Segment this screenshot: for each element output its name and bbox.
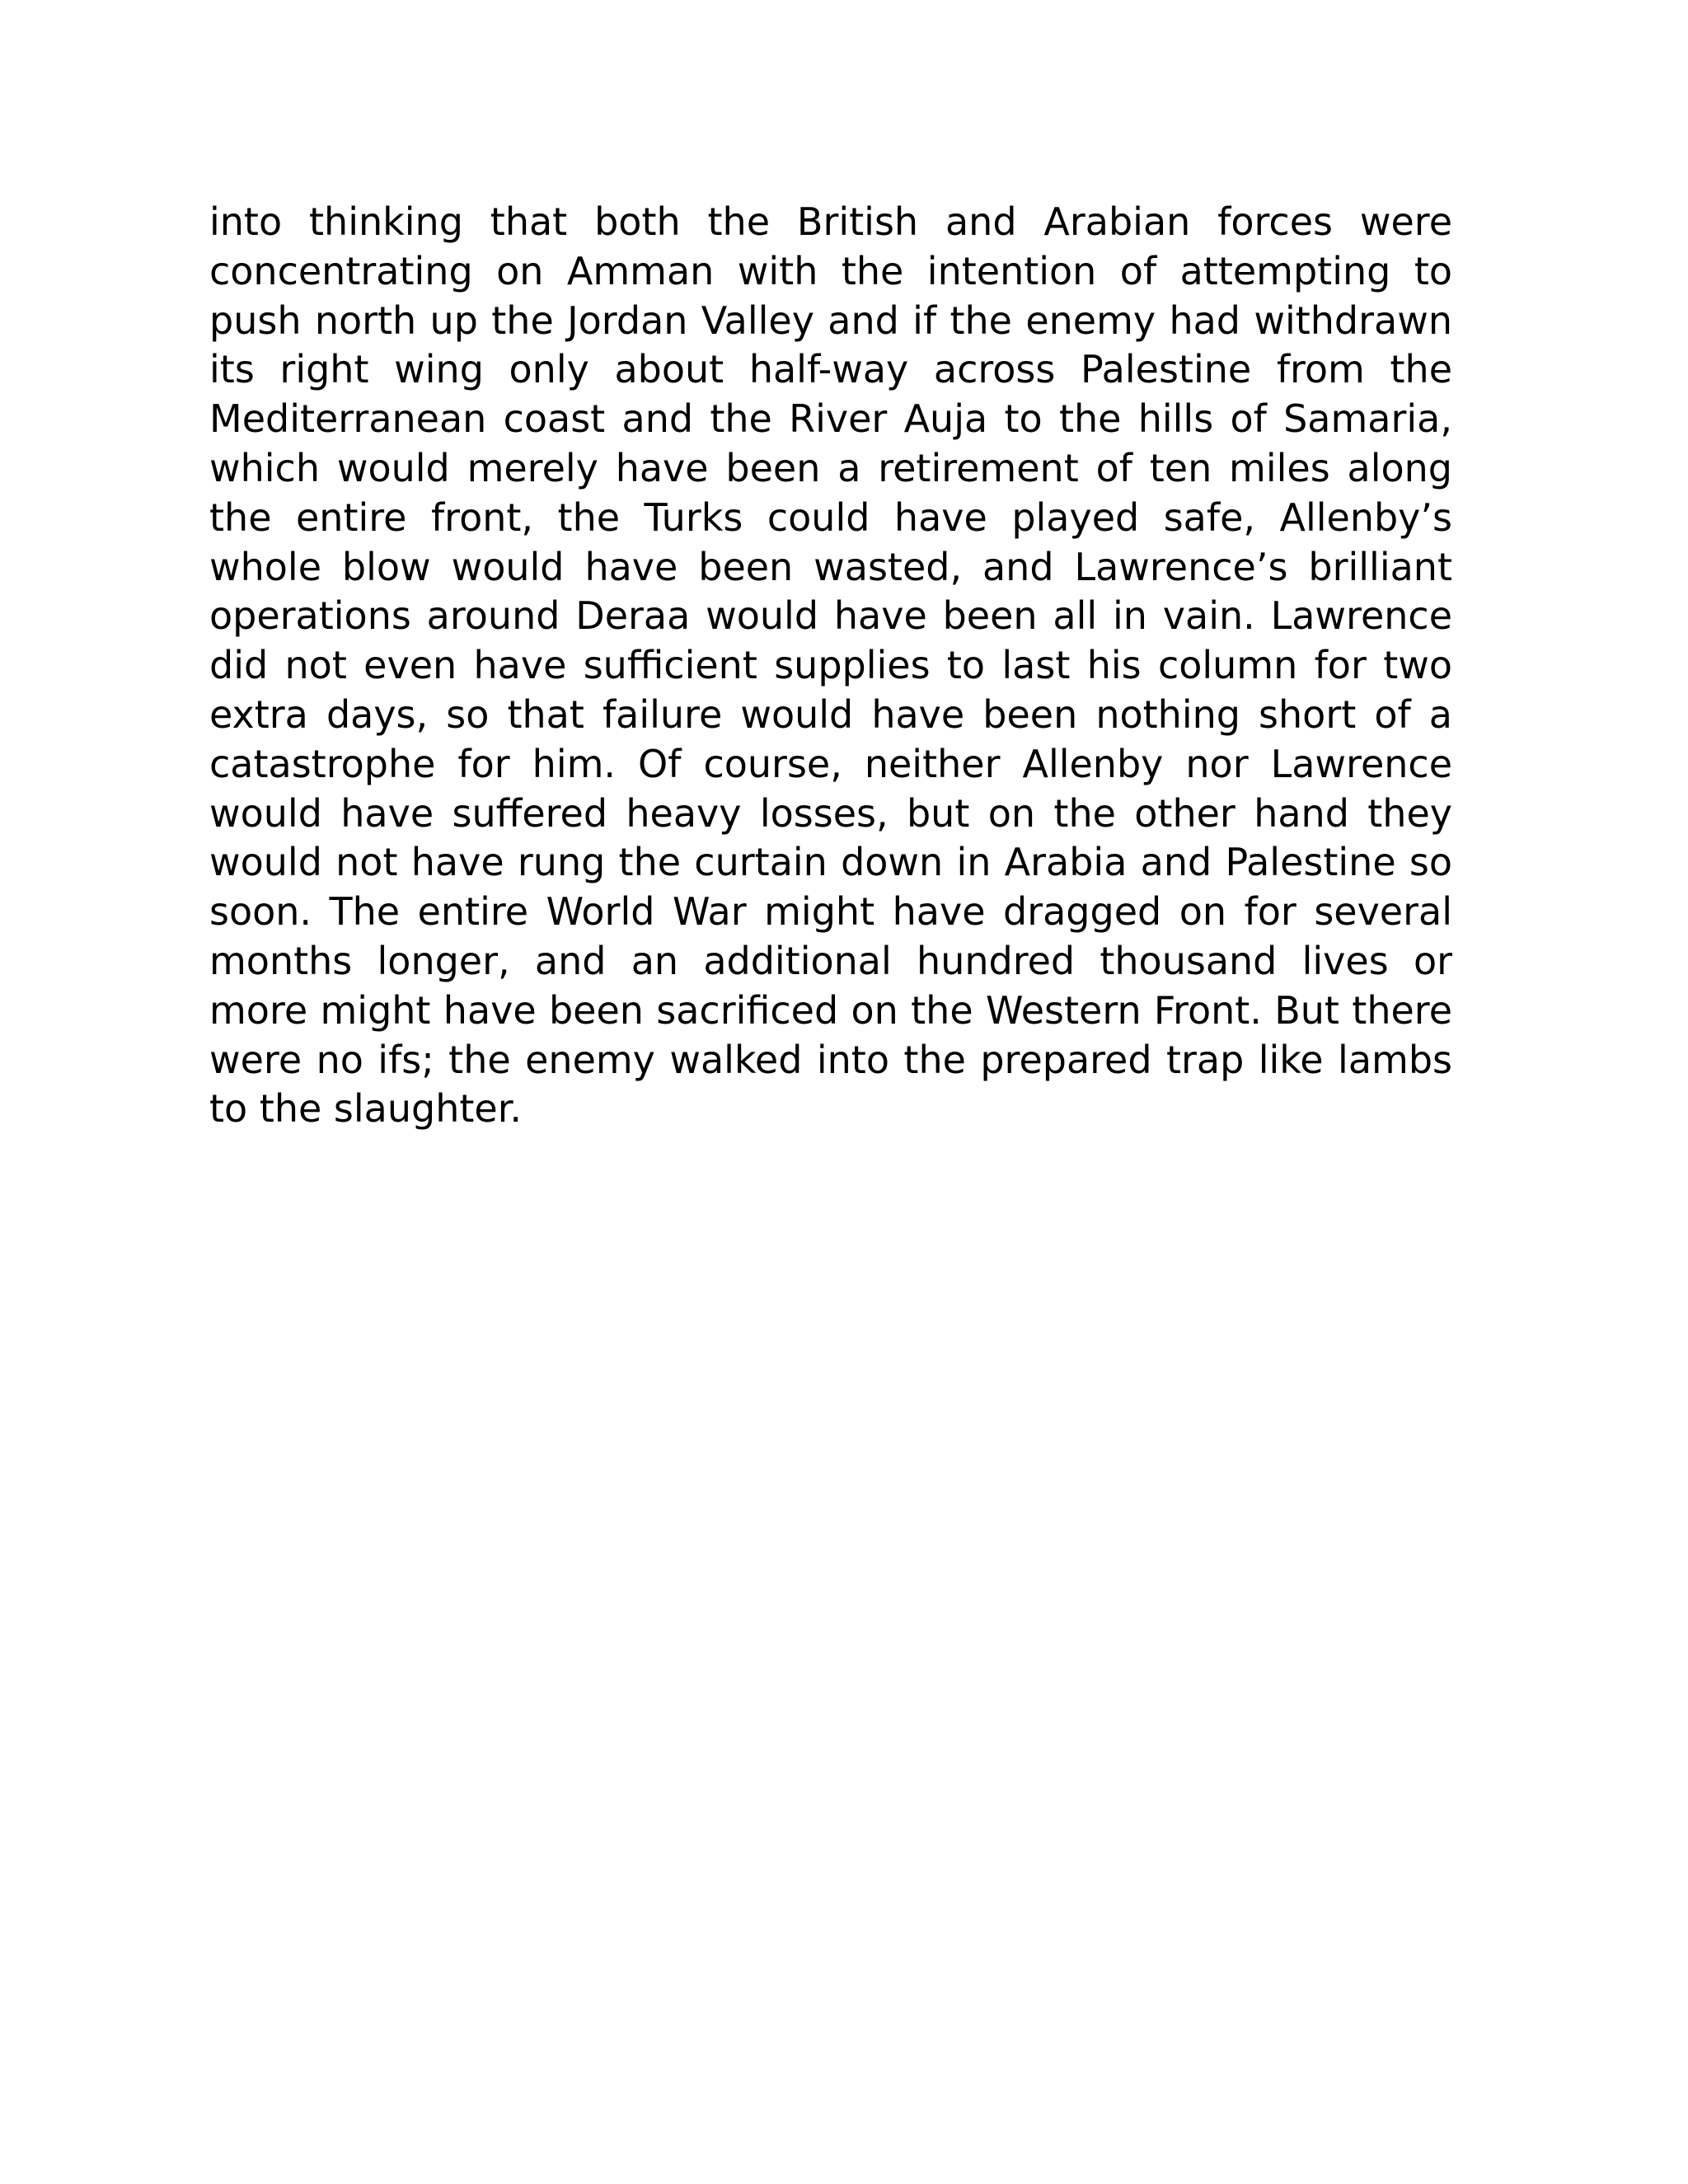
body-text-block <box>209 198 1452 1134</box>
body-paragraph: into thinking that both the British and Arabian forces were concentrating on Amman with the intention of attempting to push north up the Jordan Valley and if the enemy had withdrawn its right wing only about half-way across Palestine from the Mediterranean coast and the River Auja to the hills of Samaria, which would merely have been a retirement of ten miles along the entire front, the Turks could have played safe, Allenby’s whole blow would have been wasted, and Lawrence’s brilliant operations around Deraa would have been all in vain. Lawrence did not even have sufficient supplies to last his column for two extra days, so that failure would have been nothing short of a catastrophe for him. Of course, neither Allenby nor Lawrence would have suffered heavy losses, but on the other hand they would not have rung the curtain down in Arabia and Palestine so soon. The entire World War might have dragged on for several months longer, and an additional hundred thousand lives or more might have been sacrificed on the Western Front. But there were no ifs; the enemy walked into the prepared trap like lambs to the slaughter. <box>209 199 1452 1132</box>
